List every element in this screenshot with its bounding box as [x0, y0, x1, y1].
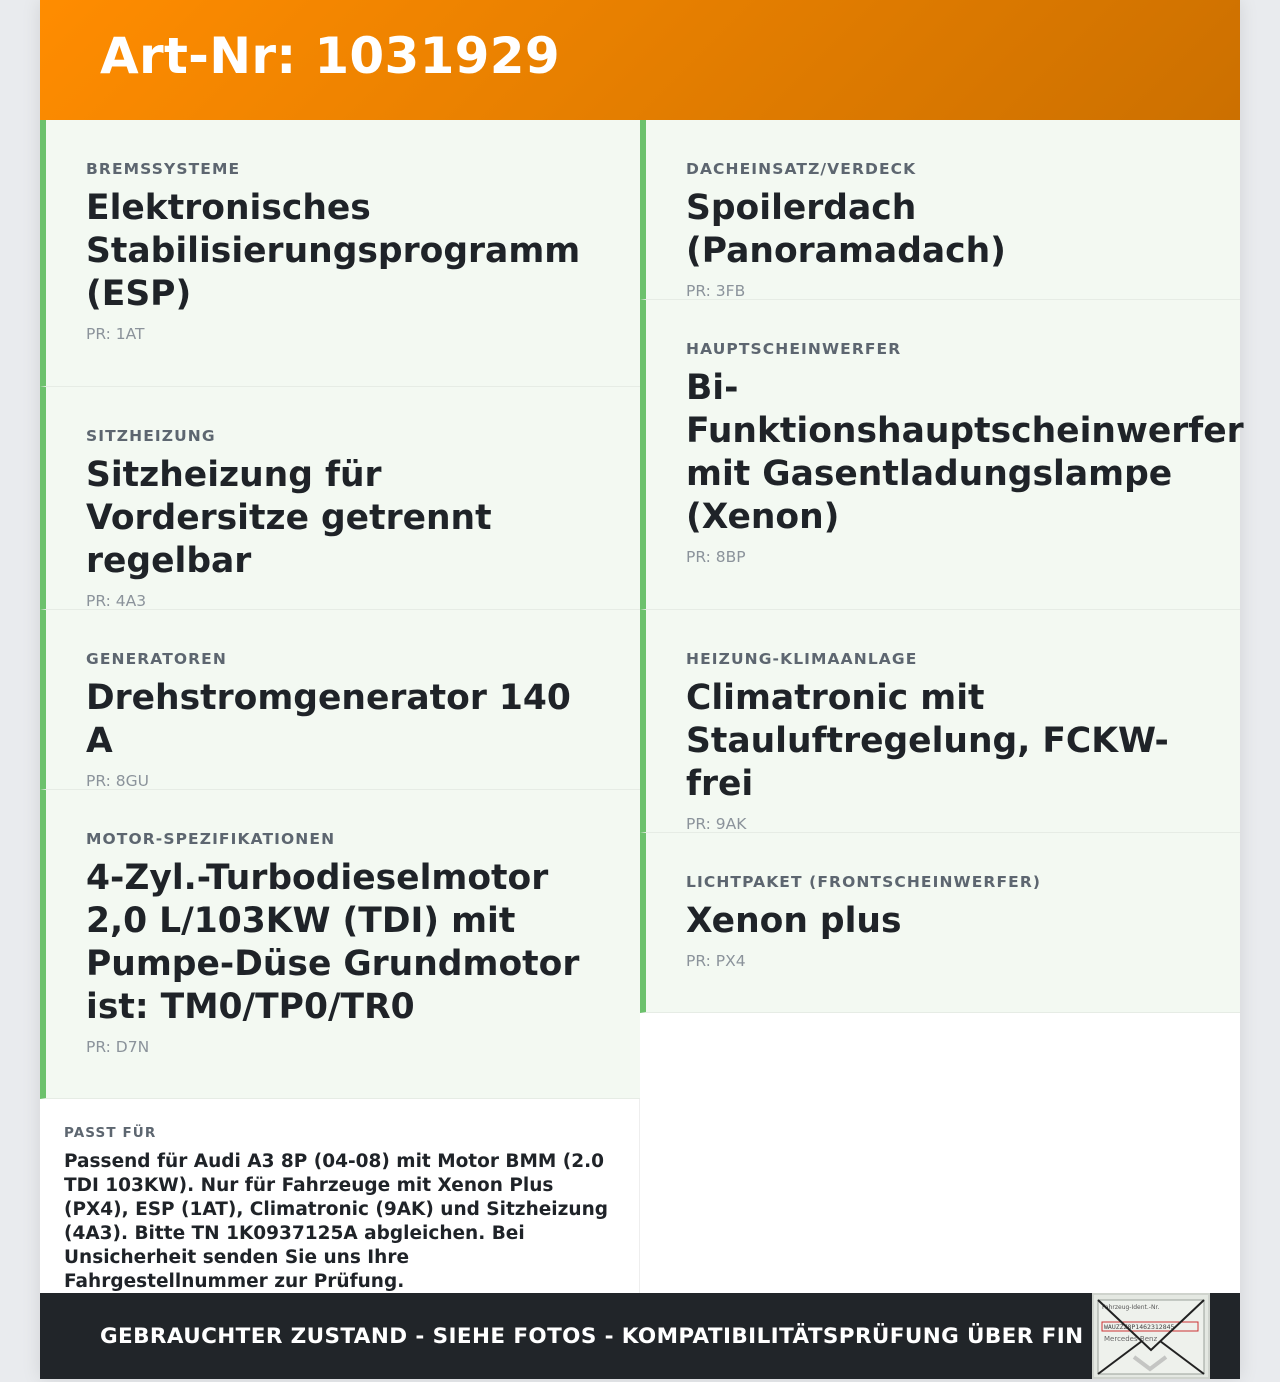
- card-category: GENERATOREN: [86, 650, 227, 668]
- card-pr-code: PR: 4A3: [86, 592, 147, 610]
- card-title: Sitzheizung für Vordersitze getrennt regelbar: [86, 455, 492, 581]
- feature-card-sitzheizung: [40, 387, 640, 610]
- card-pr-code: PR: 3FB: [686, 282, 746, 300]
- card-category: HEIZUNG-KLIMAANLAGE: [686, 650, 918, 668]
- card-title: Drehstromgenerator 140 A: [86, 678, 571, 761]
- stamp-make: Mercedes-Benz: [1104, 1335, 1158, 1343]
- left-column: [40, 120, 640, 1099]
- card-pr-code: PR: 1AT: [86, 325, 145, 343]
- compatibility-label: PASST FÜR: [64, 1125, 157, 1141]
- feature-card-hauptscheinwerfer: [640, 300, 1244, 610]
- card-pr-code: PR: 8BP: [686, 548, 746, 566]
- feature-card-generatoren: [40, 610, 640, 790]
- compatibility-section: [40, 1099, 640, 1294]
- card-title: Bi-Funktionshauptscheinwerfer mit Gasentladungslampe (Xenon): [686, 368, 1244, 537]
- card-pr-code: PR: PX4: [686, 952, 746, 970]
- feature-card-heizung: [640, 610, 1240, 833]
- product-sheet: [40, 0, 1244, 1379]
- card-category: LICHTPAKET (FRONTSCHEINWERFER): [686, 873, 1042, 891]
- header-banner: [40, 0, 1240, 120]
- stamp-label: Fahrzeug-Ident.-Nr.: [1102, 1304, 1160, 1311]
- card-pr-code: PR: 9AK: [686, 815, 747, 833]
- card-pr-code: PR: 8GU: [86, 772, 150, 790]
- card-title: Climatronic mit Stauluftregelung, FCKW-frei: [686, 678, 1169, 804]
- feature-card-dacheinsatz: [640, 120, 1240, 300]
- vin-plate-image: [1094, 1295, 1208, 1377]
- compatibility-text: Passend für Audi A3 8P (04-08) mit Motor BMM (2.0 TDI 103KW). Nur für Fahrzeuge mit Xenon Plus (PX4), ESP (1AT), Climatronic (9AK) und Sitzheizung (4A3). Bitte TN 1K0937125A abgleichen. Bei Unsicherheit senden Sie uns Ihre Fahrgestellnummer zur Prüfung.: [64, 1151, 608, 1292]
- feature-card-bremssysteme: [40, 120, 640, 387]
- stamp-vin: WAUZZZ8P1462312845: [1104, 1323, 1175, 1331]
- card-title: Elektronisches Stabilisierungsprogramm (ESP): [86, 188, 581, 314]
- right-column: [640, 120, 1244, 1013]
- card-pr-code: PR: D7N: [86, 1038, 150, 1056]
- card-category: MOTOR-SPEZIFIKATIONEN: [86, 830, 336, 848]
- card-category: BREMSSYSTEME: [86, 160, 241, 178]
- feature-card-lichtpaket: [640, 833, 1240, 1013]
- card-title: 4-Zyl.-Turbodieselmotor 2,0 L/103KW (TDI) mit Pumpe-Düse Grundmotor ist: TM0/TP0/TR0: [86, 858, 580, 1027]
- card-category: DACHEINSATZ/VERDECK: [686, 160, 917, 178]
- footer-text: GEBRAUCHTER ZUSTAND - SIEHE FOTOS - KOMPATIBILITÄTSPRÜFUNG ÜBER FIN: [100, 1324, 1084, 1349]
- vin-plate-thumbnail[interactable]: [1092, 1293, 1210, 1379]
- page-title: Art-Nr: 1031929: [100, 27, 560, 85]
- card-category: HAUPTSCHEINWERFER: [686, 340, 902, 358]
- footer-bar: [40, 1293, 1240, 1379]
- card-title: Spoilerdach (Panoramadach): [686, 188, 1006, 271]
- card-category: SITZHEIZUNG: [86, 427, 216, 445]
- feature-card-motor: [40, 790, 640, 1099]
- card-title: Xenon plus: [686, 901, 902, 941]
